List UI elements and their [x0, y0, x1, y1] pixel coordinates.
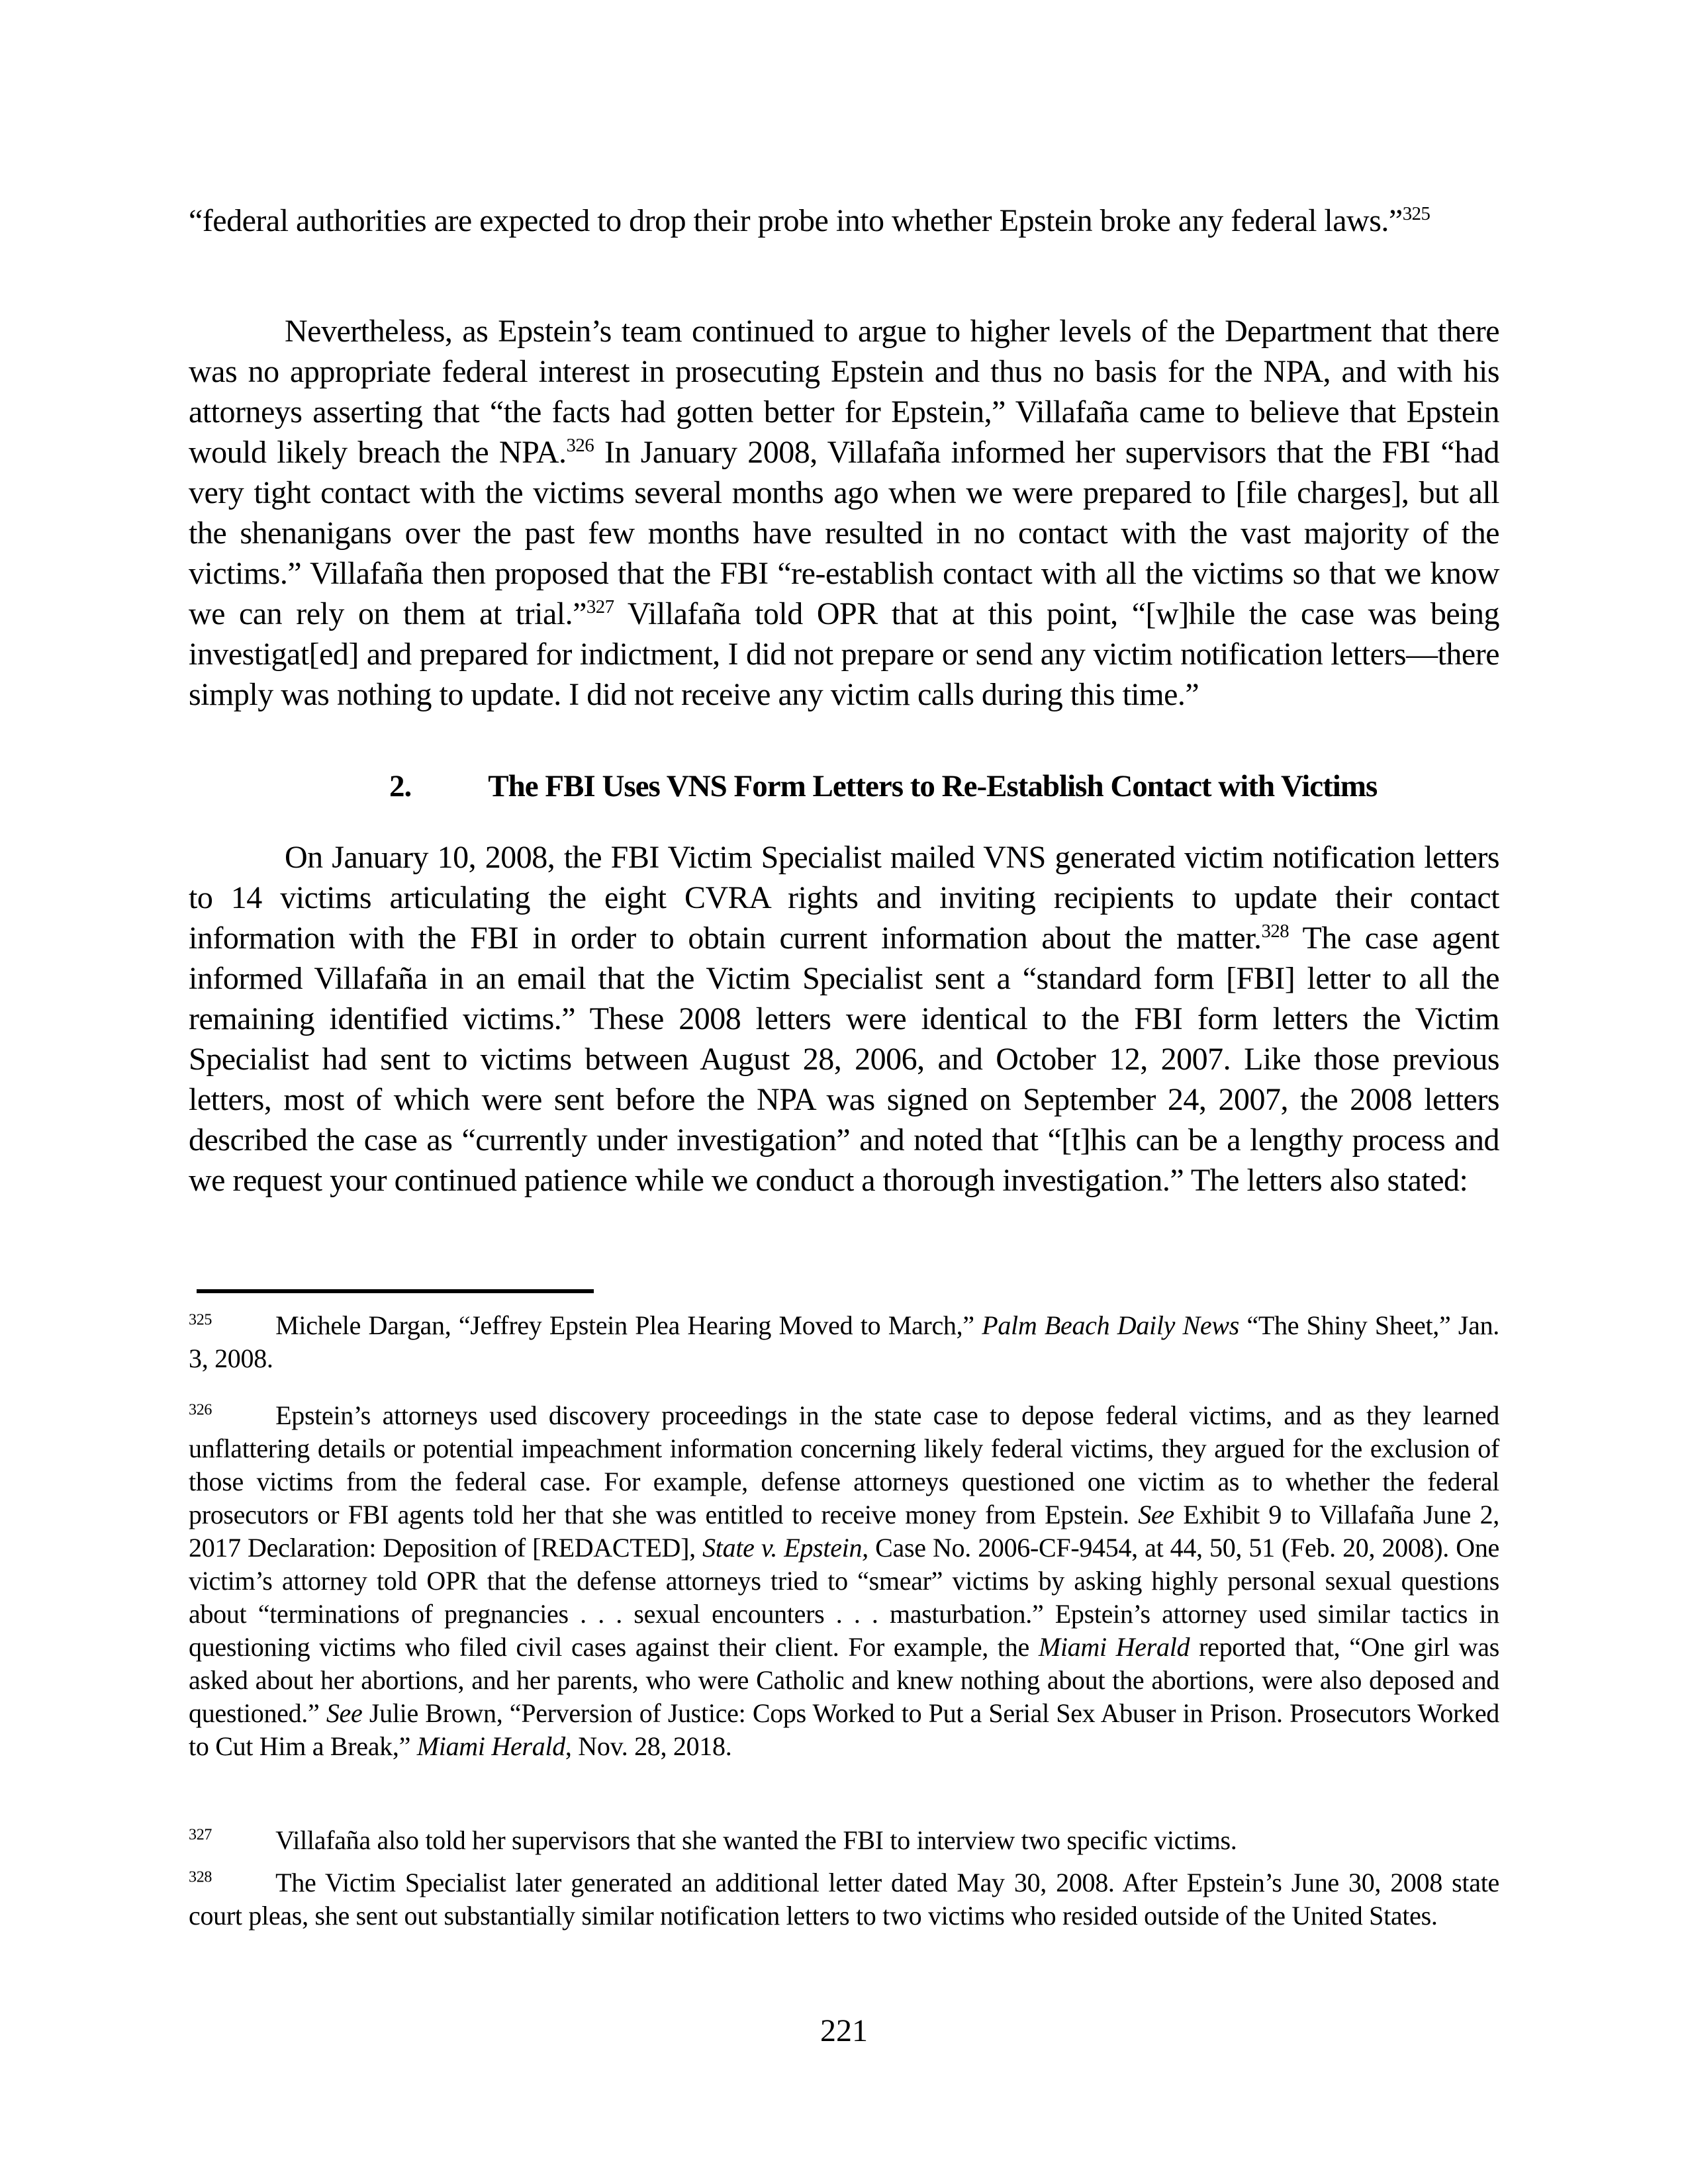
text-run: Miami Herald — [1038, 1632, 1190, 1662]
footnote-reference: 327 — [586, 596, 614, 617]
footnote-325-marker: 325 — [189, 1311, 212, 1329]
text-run: Exhibit 9 to Villafaña June 2, 2017 Declaration: Deposition of [REDACTED], — [189, 1500, 1500, 1563]
text-run: In January 2008, Villafaña informed her supervisors that the FBI “had very tight contact with the victims several months ago when we were prepared to [file charges], but all the shenanigans over the past few months have resulted in no contact with the vast majority of the victims.” Villafaña then proposed that the FBI “re-establish contact with all the victims so that we know we can rely on them at trial.” — [189, 435, 1500, 631]
footnote-reference: 325 — [1402, 203, 1430, 224]
text-run: “The Shiny Sheet,” Jan. 3, 2008. — [189, 1310, 1499, 1373]
footnote-328-text — [189, 1868, 1499, 1931]
footnote-327 — [189, 1824, 1499, 1857]
text-run: “federal authorities are expected to drop their probe into whether Epstein broke any federal laws.” — [189, 203, 1403, 238]
body-paragraph-nevertheless — [189, 311, 1499, 715]
footnote-326 — [189, 1399, 1499, 1763]
text-run: The case agent informed Villafaña in an email that the Victim Specialist sent a “standard form [FBI] letter to all the remaining identified victims.” These 2008 letters were identical to the FBI form letters the Victim Specialist had sent to victims between August 28, 2006, and October 12, 2007. Like those previous letters, most of which were sent before the NPA was signed on September 24, 2007, the 2008 letters described the case as “currently under investigation” and noted that “[t]his can be a lengthy process and we request your continued patience while we conduct a thorough investigation.” The letters also stated: — [189, 921, 1500, 1198]
text-run: State v. Epstein, — [702, 1533, 868, 1563]
text-run: , Nov. 28, 2018. — [565, 1731, 732, 1761]
text-run: Villafaña told OPR that at this point, “[w]hile the case was being investigat[ed] and prepared for indictment, I did not prepare or send any victim notification letters—there simply was nothing to update. I did not receive any victim calls during this time.” — [189, 596, 1500, 712]
body-paragraph-federal-authorities-quote — [189, 201, 1499, 241]
footnote-328 — [189, 1866, 1499, 1933]
text-run: Michele Dargan, “Jeffrey Epstein Plea Hearing Moved to March,” — [275, 1310, 982, 1340]
text-run: Villafaña also told her supervisors that she wanted the FBI to interview two specific victims. — [275, 1825, 1237, 1855]
text-run: The Victim Specialist later generated an additional letter dated May 30, 2008. After Epstein’s June 30, 2008 state court pleas, she sent out substantially similar notification letters to two victims who resided outside of the United States. — [189, 1868, 1499, 1931]
text-run: Julie Brown, “Perversion of Justice: Cops Worked to Put a Serial Sex Abuser in Prison. Prosecutors Worked to Cut Him a Break,” — [189, 1698, 1499, 1761]
text-run: On January 10, 2008, the FBI Victim Specialist mailed VNS generated victim notification letters to 14 victims articulating the eight CVRA rights and inviting recipients to update their contact information with the FBI in order to obtain current information about the matter. — [189, 840, 1499, 956]
section-heading-title: The FBI Uses VNS Form Letters to Re-Establish Contact with Victims — [488, 769, 1378, 803]
footnote-reference: 326 — [566, 435, 594, 456]
text-run: Palm Beach Daily News — [982, 1310, 1240, 1340]
text-run: See — [326, 1698, 363, 1728]
footnote-328-marker: 328 — [189, 1868, 212, 1886]
page-number: 221 — [820, 2013, 868, 2048]
footnote-reference: 328 — [1261, 921, 1289, 942]
text-run: Epstein’s attorneys used discovery proceedings in the state case to depose federal victims, and as they learned unflattering details or potential impeachment information concerning likely federal victims, they argued for the exclusion of those victims from the federal case. For example, defense attorneys questioned one victim as to whether the federal prosecutors or FBI agents told her that she was entitled to receive money from Epstein. — [189, 1400, 1499, 1529]
text-run: reported that, “One girl was asked about her abortions, and her parents, who were Catholic and knew nothing about the abortions, were also deposed and questioned.” — [189, 1632, 1499, 1728]
footnote-326-marker: 326 — [189, 1401, 212, 1419]
text-run: Nevertheless, as Epstein’s team continued to argue to higher levels of the Department that there was no appropriate federal interest in prosecuting Epstein and thus no basis for the NPA, and with his attorneys asserting that “the facts had gotten better for Epstein,” Villafaña came to believe that Epstein would likely breach the NPA. — [189, 314, 1499, 470]
text-run: Miami Herald — [416, 1731, 565, 1761]
body-paragraph-vns-letters — [189, 837, 1499, 1201]
footnote-327-marker: 327 — [189, 1826, 212, 1844]
footnote-separator-rule — [197, 1289, 594, 1293]
text-run: Case No. 2006-CF-9454, at 44, 50, 51 (Feb. 20, 2008). One victim’s attorney told OPR that the defense attorneys tried to “smear” victims by asking highly personal sexual questions about “terminations of pregnancies . . . sexual encounters . . . masturbation.” Epstein’s attorney used similar tactics in questioning victims who filed civil cases against their client. For example, the — [189, 1533, 1499, 1662]
footnote-326-text — [189, 1400, 1499, 1761]
section-heading — [389, 766, 1377, 807]
footnote-327-text — [275, 1825, 1237, 1855]
footnote-325 — [189, 1309, 1499, 1375]
text-run: See — [1138, 1500, 1174, 1529]
footnote-325-text — [189, 1310, 1499, 1373]
section-heading-number: 2. — [389, 769, 412, 803]
